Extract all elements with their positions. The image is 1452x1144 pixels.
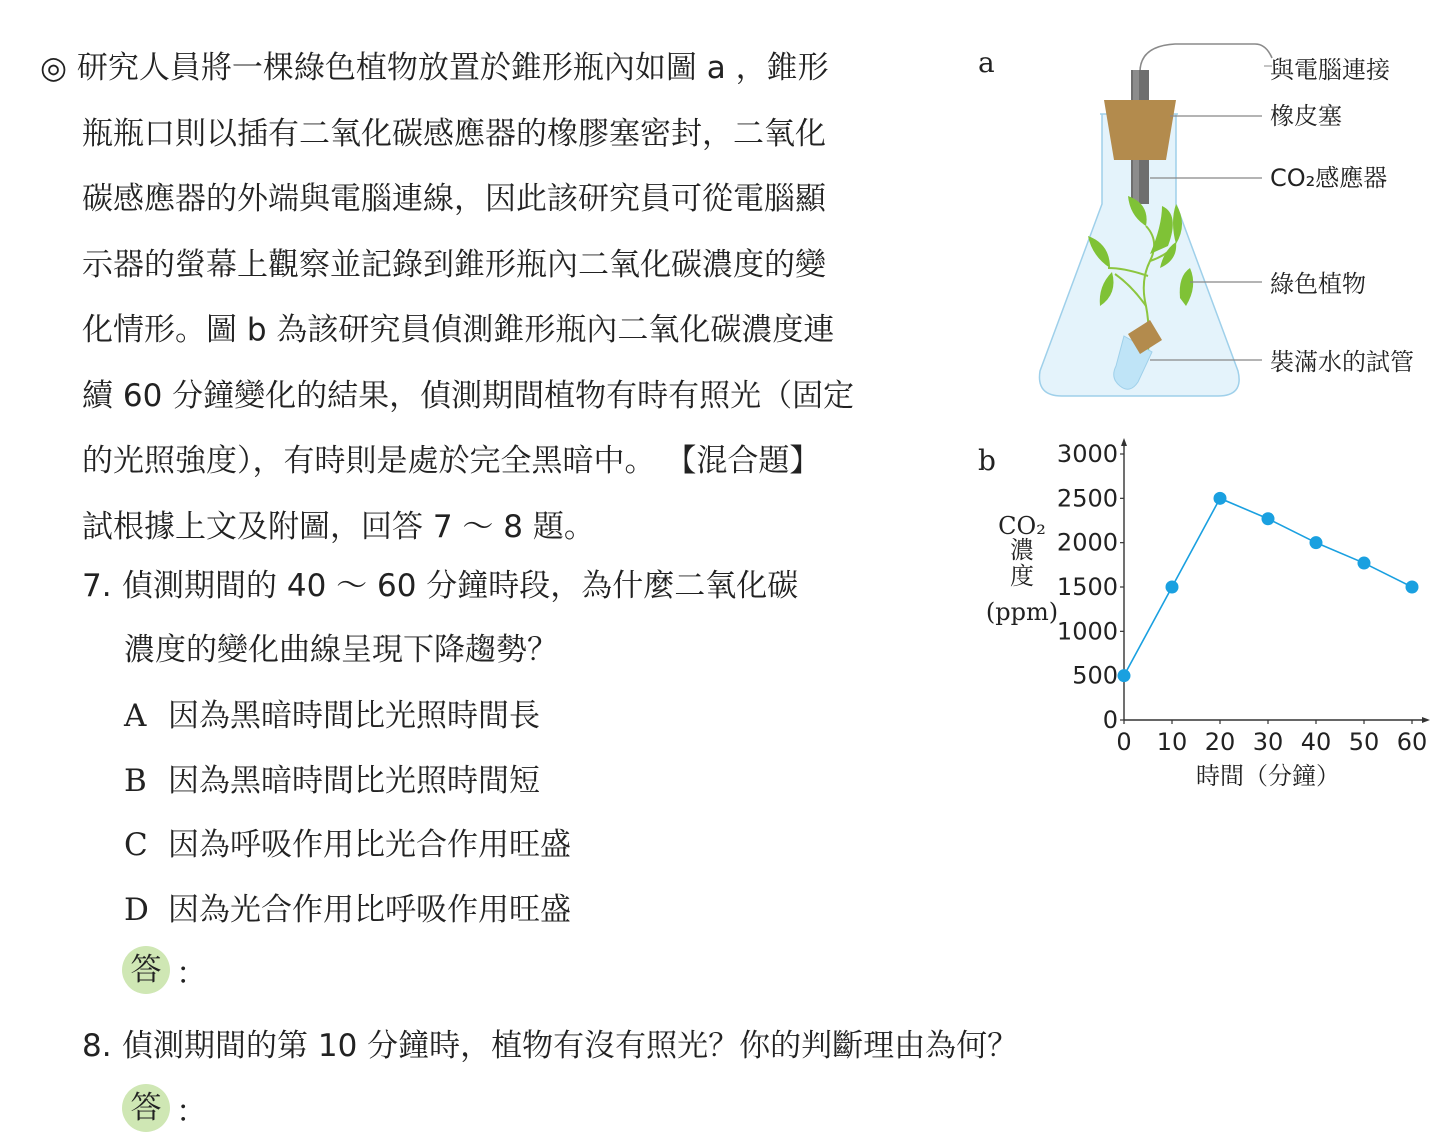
ylabel-co2: CO₂ bbox=[998, 512, 1046, 540]
passage-line-3: 碳感應器的外端與電腦連線，因此該研究員可從電腦顯 bbox=[82, 181, 826, 217]
y-tick-label: 3000 bbox=[1056, 440, 1118, 468]
x-tick-label: 40 bbox=[1300, 728, 1332, 756]
figure-a-label: a bbox=[978, 46, 995, 79]
callout-stopper: 橡皮塞 bbox=[1270, 102, 1342, 130]
data-point bbox=[1214, 492, 1227, 505]
callout-sensor: CO₂感應器 bbox=[1270, 164, 1388, 192]
y-tick-label: 2000 bbox=[1056, 528, 1118, 557]
data-point bbox=[1262, 512, 1275, 525]
ylabel-unit: (ppm) bbox=[985, 598, 1059, 626]
answer-7-badge: 答 bbox=[122, 946, 170, 994]
option-b-text: 因為黑暗時間比光照時間短 bbox=[168, 763, 540, 799]
y-axis-arrow bbox=[1121, 438, 1127, 446]
xlabel: 時間（分鐘） bbox=[1196, 762, 1340, 790]
co2-chart bbox=[980, 430, 1440, 800]
question-8 bbox=[82, 1020, 1018, 1065]
answer-7[interactable] bbox=[122, 946, 207, 994]
data-point bbox=[1166, 581, 1179, 594]
option-c-letter: C bbox=[124, 827, 148, 863]
passage-line-8: 試根據上文及附圖，回答 7 ～ 8 題。 bbox=[82, 508, 595, 545]
data-point bbox=[1358, 557, 1371, 570]
answer-7-colon: ： bbox=[176, 955, 207, 992]
question-8-text: 偵測期間的第 10 分鐘時，植物有沒有照光？你的判斷理由為何？ bbox=[122, 1028, 1019, 1064]
question-7-line-1: 偵測期間的 40 ～ 60 分鐘時段，為什麼二氧化碳 bbox=[122, 568, 799, 604]
option-a[interactable] bbox=[124, 690, 540, 735]
option-d-letter: D bbox=[124, 892, 149, 928]
question-7-number: 7. bbox=[82, 568, 112, 604]
passage-line-7: 的光照強度），有時則是處於完全黑暗中。 【混合題】 bbox=[82, 443, 821, 479]
option-d[interactable] bbox=[124, 884, 571, 929]
x-tick-label: 60 bbox=[1396, 728, 1428, 756]
y-tick-label: 500 bbox=[1072, 661, 1118, 690]
figure-a-apparatus bbox=[1000, 36, 1440, 406]
y-tick-label: 2500 bbox=[1056, 484, 1118, 513]
question-7-line-2: 濃度的變化曲線呈現下降趨勢？ bbox=[124, 632, 558, 668]
option-c[interactable] bbox=[124, 819, 571, 864]
callout-test-tube: 裝滿水的試管 bbox=[1270, 348, 1414, 376]
question-8-number: 8. bbox=[82, 1028, 112, 1064]
passage-line-5: 化情形。圖 b 為該研究員偵測錐形瓶內二氧化碳濃度連 bbox=[82, 312, 835, 348]
passage-line-6: 續 60 分鐘變化的結果，偵測期間植物有時有照光（固定 bbox=[82, 377, 855, 414]
ylabel-char-2: 度 bbox=[1010, 562, 1034, 590]
data-point bbox=[1310, 536, 1323, 549]
option-a-text: 因為黑暗時間比光照時間長 bbox=[168, 698, 540, 734]
y-tick-label: 0 bbox=[1102, 706, 1118, 734]
question-7 bbox=[82, 560, 798, 605]
answer-8-badge: 答 bbox=[122, 1084, 170, 1132]
answer-8[interactable] bbox=[122, 1084, 207, 1132]
figure-b-label: b bbox=[978, 444, 996, 477]
callout-computer: 與電腦連接 bbox=[1270, 56, 1390, 84]
x-tick-label: 0 bbox=[1116, 728, 1132, 756]
x-tick-label: 20 bbox=[1204, 728, 1236, 756]
data-point bbox=[1406, 581, 1419, 594]
option-d-text: 因為光合作用比呼吸作用旺盛 bbox=[168, 892, 571, 928]
x-tick-label: 10 bbox=[1156, 728, 1188, 756]
x-axis-arrow bbox=[1422, 717, 1430, 723]
callout-plant: 綠色植物 bbox=[1270, 270, 1366, 298]
passage-line-2: 瓶瓶口則以插有二氧化碳感應器的橡膠塞密封，二氧化 bbox=[82, 115, 826, 152]
x-tick-label: 50 bbox=[1348, 728, 1380, 756]
data-point bbox=[1118, 669, 1131, 682]
y-tick-label: 1500 bbox=[1056, 573, 1118, 601]
passage bbox=[40, 36, 940, 560]
passage-line-4: 示器的螢幕上觀察並記錄到錐形瓶內二氧化碳濃度的變 bbox=[82, 246, 826, 283]
computer-cable bbox=[1140, 44, 1272, 72]
passage-line-1: ◎ 研究人員將一棵綠色植物放置於錐形瓶內如圖 a ，錐形 bbox=[40, 50, 829, 86]
option-c-text: 因為呼吸作用比光合作用旺盛 bbox=[168, 827, 571, 863]
rubber-stopper bbox=[1104, 100, 1176, 160]
option-b[interactable] bbox=[124, 755, 540, 800]
option-b-letter: B bbox=[124, 763, 147, 799]
answer-8-colon: ： bbox=[176, 1093, 207, 1130]
y-tick-label: 1000 bbox=[1056, 617, 1118, 646]
option-a-letter: A bbox=[124, 698, 147, 734]
x-tick-label: 30 bbox=[1252, 728, 1284, 756]
ylabel-char-1: 濃 bbox=[1010, 536, 1034, 564]
